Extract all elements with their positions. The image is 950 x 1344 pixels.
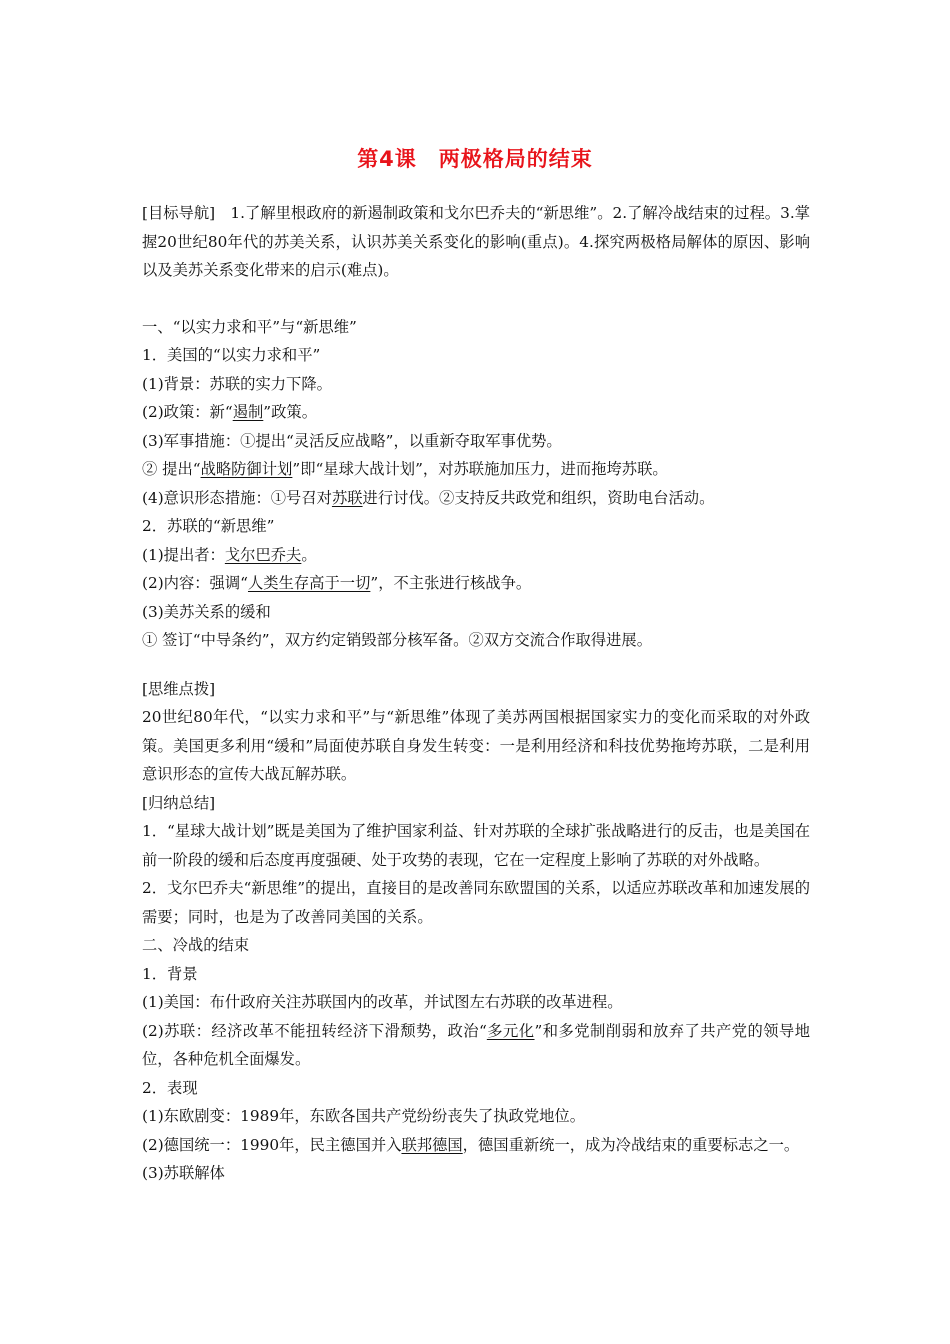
list-item: (2)内容：强调“人类生存高于一切”，不主张进行核战争。	[142, 574, 532, 592]
learning-goals: [目标导航] 1.了解里根政府的新遏制政策和戈尔巴乔夫的“新思维”。2.了解冷战结束的过程。3.掌握20世纪80年代的苏美关系，认识苏美关系变化的影响(重点)。4.探究两极格局解体的原因、影响以及美苏关系变化带来的启示(难点)。	[142, 204, 810, 279]
list-item: ① 签订“中导条约”，双方约定销毁部分核军备。②双方交流合作取得进展。	[142, 631, 653, 649]
key-term: 多元化	[486, 1021, 535, 1040]
list-item: (2)德国统一：1990年，民主德国并入联邦德国，德国重新统一，成为冷战结束的重要标志之一。	[142, 1135, 800, 1154]
key-term: 联邦德国	[401, 1135, 463, 1154]
key-term: 战略防御计划	[200, 460, 293, 478]
key-term: 苏联	[331, 488, 363, 507]
subsection-heading: 1．美国的“以实力求和平”	[142, 346, 321, 364]
list-item: (1)背景：苏联的实力下降。	[142, 374, 332, 393]
key-term: 人类生存高于一切	[247, 574, 371, 592]
subsection-heading: 2．苏联的“新思维”	[142, 517, 275, 535]
tip-text: 20世纪80年代，“以实力求和平”与“新思维”体现了美苏两国根据国家实力的变化而采取的对外政策。美国更多利用“缓和”局面使苏联自身发生转变：一是利用经济和科技优势拖垮苏联，二是利用意识形态的宣传大战瓦解苏联。	[142, 708, 810, 783]
tip-label: [思维点拨]	[142, 679, 216, 698]
list-item: (2)苏联：经济改革不能扭转经济下滑颓势，政治“多元化”和多党制削弱和放弃了共产党的领导地位，各种危机全面爆发。	[142, 1021, 810, 1068]
list-item: (1)美国：布什政府关注苏联国内的改革，并试图左右苏联的改革进程。	[142, 993, 623, 1011]
subsection-heading: 1．背景	[142, 964, 198, 983]
list-item: (3)苏联解体	[142, 1164, 225, 1182]
key-term: 遏制	[232, 403, 264, 421]
section-1-heading: 一、“以实力求和平”与“新思维”	[142, 317, 357, 336]
key-term: 戈尔巴乔夫	[224, 545, 302, 564]
section-2-heading: 二、冷战的结束	[142, 936, 250, 954]
list-item: (2)政策：新“遏制”政策。	[142, 403, 318, 421]
document-body	[142, 199, 810, 1188]
summary-label: [归纳总结]	[142, 793, 216, 812]
list-item: (3)美苏关系的缓和	[142, 602, 271, 621]
list-item: (1)提出者：戈尔巴乔夫。	[142, 545, 317, 564]
list-item: (1)东欧剧变：1989年，东欧各国共产党纷纷丧失了执政党地位。	[142, 1107, 586, 1125]
list-item: (3)军事措施：①提出“灵活反应战略”，以重新夺取军事优势。	[142, 431, 562, 450]
list-item: ② 提出“战略防御计划”即“星球大战计划”，对苏联施加压力，进而拖垮苏联。	[142, 460, 668, 478]
summary-paragraph: 2．戈尔巴乔夫“新思维”的提出，直接目的是改善同东欧盟国的关系，以适应苏联改革和加速发展的需要；同时，也是为了改善同美国的关系。	[142, 879, 810, 926]
page-title: 第4课 两极格局的结束	[357, 147, 593, 171]
summary-paragraph: 1．“星球大战计划”既是美国为了维护国家利益、针对苏联的全球扩张战略进行的反击，也是美国在前一阶段的缓和后态度再度强硬、处于攻势的表现，它在一定程度上影响了苏联的对外战略。	[142, 822, 810, 869]
subsection-heading: 2．表现	[142, 1078, 198, 1097]
list-item: (4)意识形态措施：①号召对苏联进行讨伐。②支持反共政党和组织，资助电台活动。	[142, 488, 715, 507]
